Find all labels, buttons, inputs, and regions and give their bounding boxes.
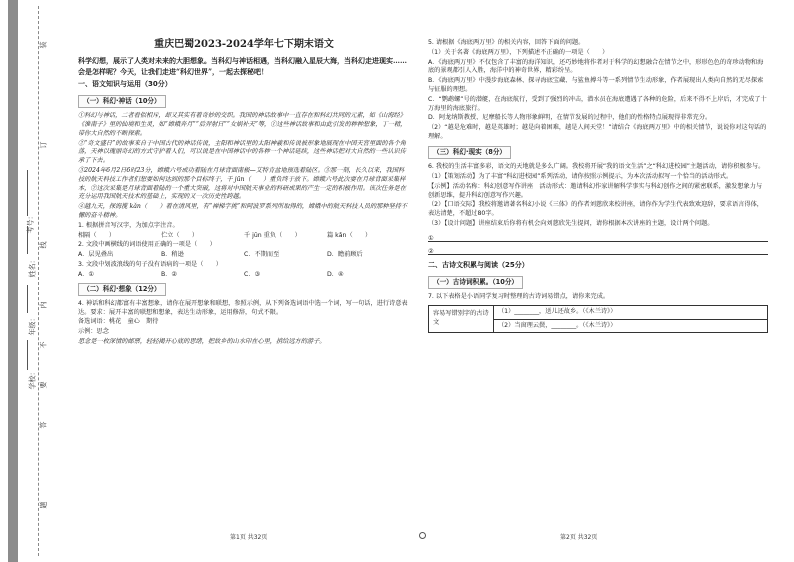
poem-table — [428, 305, 768, 334]
question-3: 3. 文段中划波浪线的句子没有语病的一项是（ ） — [78, 260, 222, 268]
question-6-part-3: （3）【设计问题】讲座结束后你将有机会向刘慈欣先生提问，请你根据本次讲座的主题，设计两个问题。 — [428, 219, 714, 227]
question-1-items — [78, 232, 410, 241]
q5-option-d[interactable]: D．阿龙纳斯教授、尼摩船长等人物形象鲜明，在情节发展的过程中，他们的性格特点展现得非常充分。 — [428, 114, 712, 122]
school-label: 学校： — [28, 368, 37, 390]
question-2-options — [78, 251, 410, 260]
part-2-heading: （二）科幻·想象（12分） — [78, 283, 166, 296]
passage-paragraph-4: ④越九天，探海揽 kǎn（ ）着在清风里，有“禅梯字挑”和阿波罗系列所取得的，嫦娥中的航天科技人员的那种坚持不懈的奋斗精神。 — [78, 203, 408, 219]
binding-dashed-line — [38, 6, 39, 556]
q2-option[interactable]: B．稍逊 — [161, 251, 184, 259]
question-6-example: 【示例】活动名称：科幻创意写作讲座 活动形式：邀请科幻作家讲解科学事实与科幻创作之间的紧密联系，激发想象力与创新思维，提升科幻创意写作兴趣。 — [428, 182, 763, 199]
q2-option[interactable]: A．层见叠出 — [78, 251, 114, 259]
binding-bar — [8, 0, 18, 562]
q5-option-b[interactable]: B．《海底两万里》中漫步海底森林、探寻海底宝藏、与鲨鱼搏斗等一系列情节生动形象，作者展现出人类向自然的无尽探索与征服的理想。 — [428, 77, 764, 93]
binding-mark: 订 — [39, 141, 48, 149]
question-3-options — [78, 271, 410, 280]
section-2-heading: 二、古诗文积累与阅读（25分） — [428, 260, 529, 269]
question-5-part-2: （2）“越是危难时，越是英雄时；越是向着困难，越是人间天堂！”请结合《海底两万里》中的相关情节，说说你对这句话的理解。 — [428, 124, 767, 140]
q1-item[interactable]: 伫立（ ） — [161, 231, 199, 239]
binding-mark: 题 — [39, 501, 48, 509]
poem-table-line-2[interactable]: （2）当窗理云鬓，________。（《木兰诗》） — [494, 319, 768, 333]
question-4-example: 思念是一枚深情的邮票，轻轻揭开心底的思绪，把故乡的山水印在心里，捎给远方的游子。 — [78, 338, 326, 346]
question-6-part-2: （2）【口语交际】我校将邀请著名科幻小说《三体》的作者刘慈欣来校讲座，请你作为学生代表致欢迎辞，要求语言得体，表达清楚，不超过80字。 — [428, 201, 763, 218]
right-page — [428, 0, 768, 562]
poem-table-line-1[interactable]: （1）________，送儿还故乡。（《木兰诗》） — [494, 305, 768, 319]
q5-option-a[interactable]: A．《海底两万里》不仅包含了丰富的海洋知识，还巧妙地将作者对于科学的幻想融合在情节之中，形形色色的奇珍动物和海底的景观都引人入胜，海洋中的神奇世界，精彩纷呈。 — [428, 58, 764, 75]
name-line — [27, 226, 28, 254]
answer-line-marker: ② — [428, 247, 434, 255]
q1-item[interactable]: 篇 kǎn（ ） — [327, 231, 372, 239]
answer-line-marker: ① — [428, 234, 434, 242]
binding-mark: 不 — [39, 341, 48, 349]
q1-item[interactable]: 相隔（ ） — [78, 231, 116, 239]
exam-title: 重庆巴蜀2023-2024学年七下期末语文 — [154, 39, 334, 50]
q2-option[interactable]: C．不期而至 — [244, 251, 280, 259]
binding-mark: 装 — [39, 41, 48, 49]
question-5: 5. 请根据《海底两万里》的相关内容，回答下面的问题。 — [428, 39, 585, 46]
poem-table-label: 容易写错别字的古诗文 — [429, 305, 494, 333]
question-4: 4. 神话和科幻都富有丰富想象，请你在展开想象和联想，参照示例，从下列备选词语中选一个词，写一句话，进行诗意表达。要求：展开丰富的联想和想象，表达生动形象，运用修辞，句式不限。 — [78, 299, 408, 316]
passage-paragraph-3: ③2024年6月2日6时23分，嫦娥六号成功着陆在月球背面南极—艾特肯盆地预选着陆区。③那一刻，长久以来，我国科技的航天科技工作者们想要如何达到的那个目标终于，千 jūn（ ）重负终于放下。嫦娥六号此次要在月球背面采集样本，②这次采集是月球背面着陆的一个重大突破，这将对中国航天事业的科研成果的产生一定的积极作用。该次任务是在充分运用我国航天技术的基础上，实现的又一次历史性跨越。 — [78, 166, 406, 201]
binding-mark: 答 — [39, 421, 48, 429]
answer-line-1[interactable] — [428, 235, 768, 242]
school-line — [27, 340, 28, 370]
center-circle-mark — [419, 532, 426, 539]
part-3-heading: （三）科幻·现实（8分） — [428, 146, 511, 159]
grade-line — [27, 285, 28, 313]
question-4-example-label: 示例：思念 — [78, 328, 109, 336]
q3-option[interactable]: A．① — [78, 270, 94, 278]
q3-option[interactable]: C．③ — [244, 270, 261, 278]
page-footer-right: 第2页 共32页 — [560, 534, 598, 541]
grade-label: 年级： — [28, 314, 37, 336]
question-5-part-1: （1）关于名著《海底两万里》，下列描述不正确的一项是（ ） — [428, 48, 609, 56]
question-7: 7. 以下表格是小语同学复习时整理的古诗词易错点，请你来完成。 — [428, 293, 610, 300]
passage-paragraph-1: ①科幻与神话，二者看似相斥，却又其实有着奇妙的交织。我国的神话故事中一直存在和科幻共同的元素，如《山海经》《淮南子》里的仙境和生灵，如“嫦娥奔月”“后羿射日”“女娲补天”等，①这些神话故事和由此引发的种种想象，丁一精，带你大自然的不断探索。 — [78, 112, 407, 137]
part-4-heading: （一）古诗词积累。（10分） — [428, 276, 523, 289]
binding-strip — [0, 0, 50, 562]
question-6: 6. 我校的生活丰富多彩，语文的天地就是多么广阔。我校将开展“我的语文生活”之“科幻进校园”主题活动，请你积极参与。 — [428, 163, 765, 171]
name-label: 姓名： — [28, 256, 37, 278]
question-4-words: 备选词语：桃花 童心 期待 — [78, 318, 159, 326]
binding-mark: 线 — [39, 241, 48, 249]
q3-option[interactable]: D．④ — [327, 270, 344, 278]
q2-option[interactable]: D．瞻前顾后 — [327, 251, 363, 259]
binding-mark: 内 — [39, 301, 48, 309]
page-footer-left: 第1页 共32页 — [230, 534, 268, 541]
left-page — [78, 0, 410, 562]
binding-mark: 要 — [39, 381, 48, 389]
intro-text: 科学幻想，展示了人类对未来的大胆想象。当科幻与神话相遇，当科幻融入星辰大海，当科幻走进现实……会是怎样呢？今天，让我们走进“科幻世界”，一起去探秘吧！ — [78, 56, 407, 77]
passage-paragraph-2: ②“奇文盛日”的故事来自于中国古代的神话传说，主阳和神话里的太阳神羲和传说被形象地展现在中国天宫里面的各个角落，天神以瑰丽奇幻的方式守护着人们，可以说是在中国神话中的各种一个神话延续，这些神话把对大自然的一些认识传承了下去。 — [78, 139, 407, 165]
question-6-part-1: （1）【策划活动】为了丰富“科幻进校园”系列活动，请你按照示例提示，为本次活动拟写一个恰当的活动形式。 — [428, 172, 733, 180]
exam-number-line — [27, 170, 28, 216]
q3-option[interactable]: B．② — [161, 270, 177, 278]
exam-number-label: 考号： — [26, 212, 35, 234]
answer-line-2[interactable] — [428, 248, 768, 255]
section-1-heading: 一、语文知识与运用（30分） — [78, 79, 172, 88]
q5-option-c[interactable]: C．“鹦鹉螺”号的潜艇，在海底航行，受到了强烈的冲击，潜水员在海底遭遇了各种的危险，后来不得不上岸后，才完成了十万海里的海底旅行。 — [428, 95, 767, 112]
question-2: 2. 文段中画横线的词语使用正确的一项是（ ） — [78, 241, 216, 249]
q1-item[interactable]: 千 jūn 重负（ ） — [244, 231, 301, 239]
part-1-heading: （一）科幻·神话（10分） — [78, 95, 166, 108]
question-1: 1. 根据拼音写汉字，为加点字注音。 — [78, 221, 179, 229]
